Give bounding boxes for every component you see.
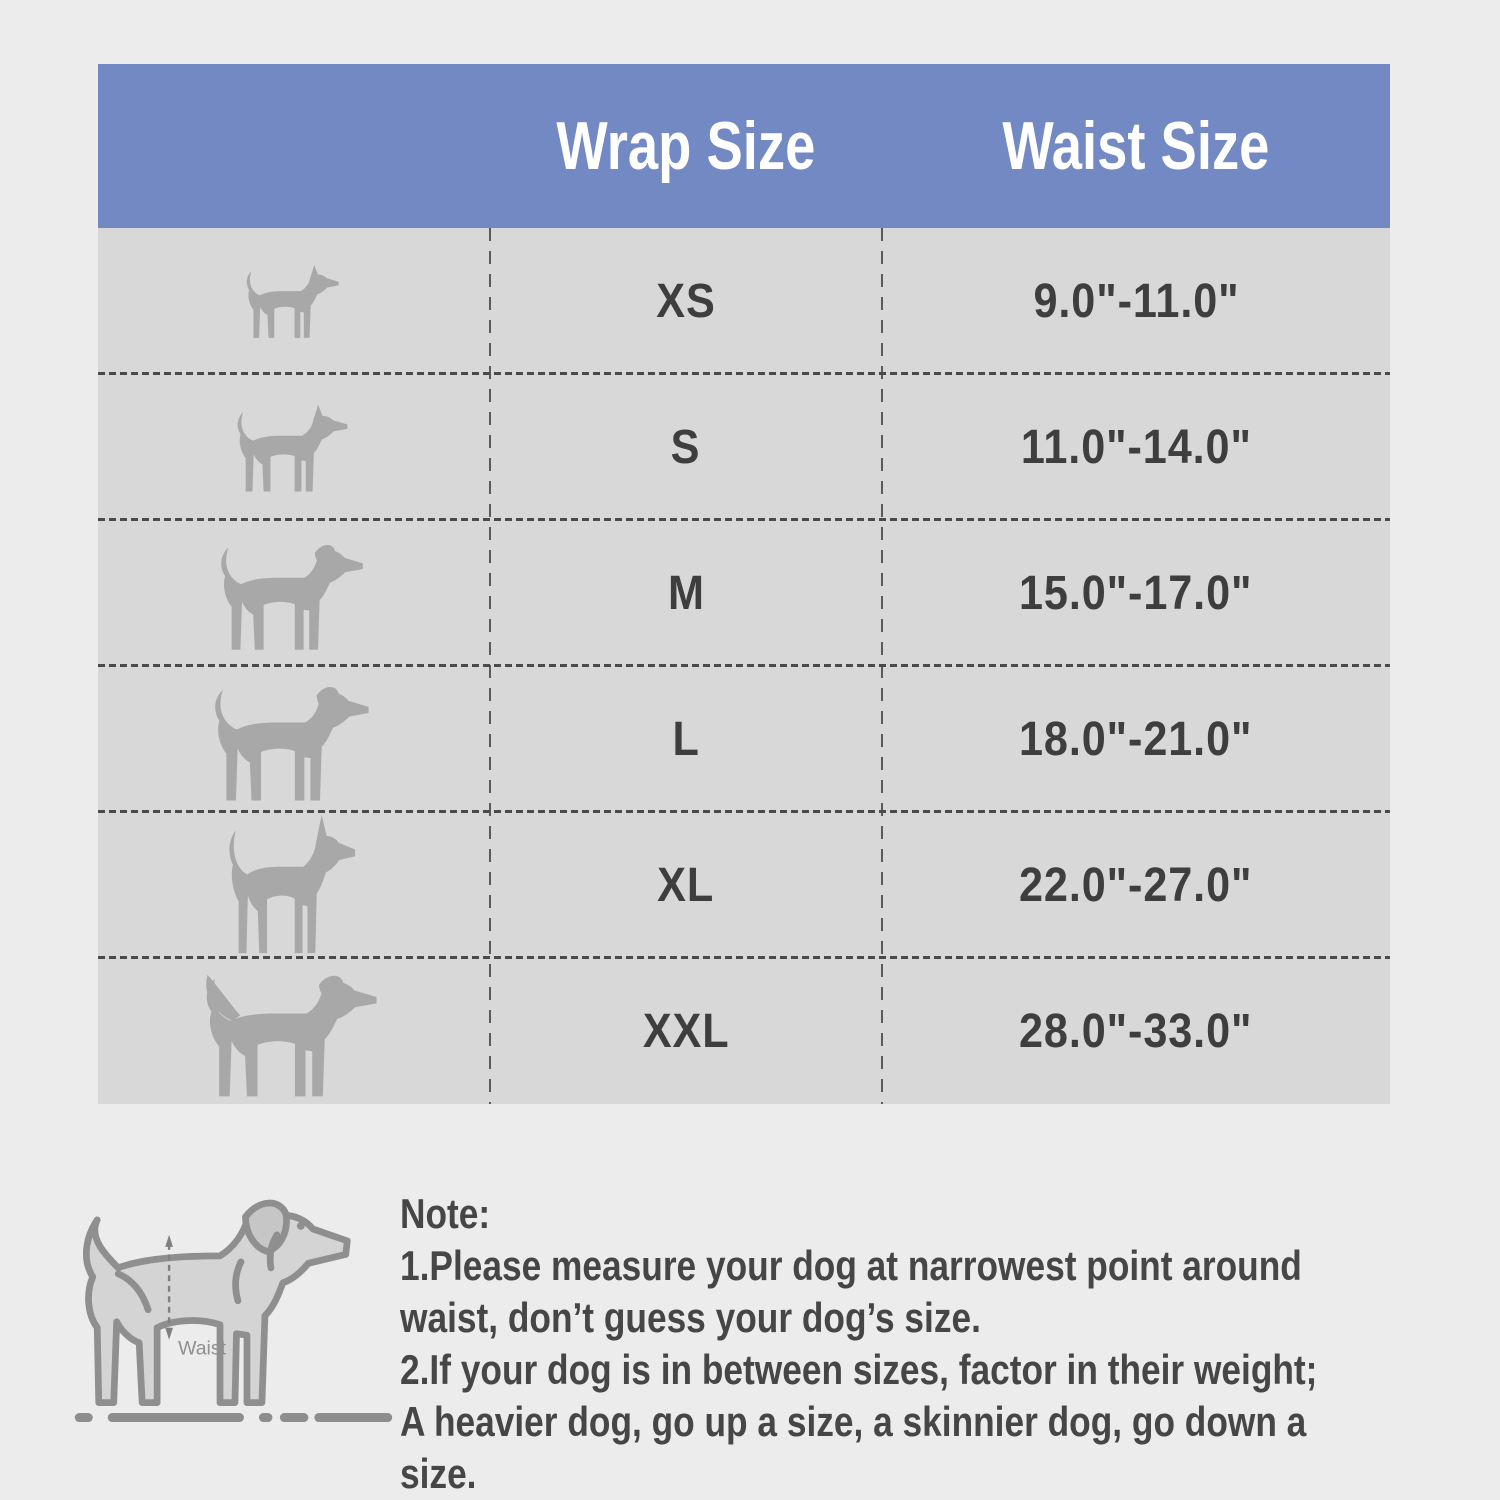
note-line: A heavier dog, go up a size, a skinnier dog, go down a size. bbox=[400, 1398, 1326, 1497]
waist-size-cell: 9.0"-11.0" bbox=[1032, 274, 1240, 328]
dog-outline bbox=[86, 1203, 347, 1403]
row-divider-dashed-line bbox=[98, 810, 1390, 813]
size-table bbox=[98, 64, 1390, 1104]
xs-dog-silhouette-icon bbox=[98, 228, 490, 374]
waist-size-cell: 15.0"-17.0" bbox=[1019, 566, 1253, 620]
row-divider-dashed-line bbox=[98, 956, 1390, 959]
waist-size-cell: 11.0"-14.0" bbox=[1020, 420, 1252, 474]
row-divider-dashed-line bbox=[98, 664, 1390, 667]
table-row bbox=[98, 374, 1390, 520]
table-row bbox=[98, 812, 1390, 958]
table-body bbox=[98, 228, 1390, 1104]
table-row bbox=[98, 520, 1390, 666]
note-line: 2.If your dog is in between sizes, factor in their weight; bbox=[400, 1346, 1318, 1393]
wrap-size-cell: XL bbox=[657, 858, 715, 912]
large-dog-silhouette-icon bbox=[98, 666, 490, 812]
wrap-size-cell: XXL bbox=[642, 1004, 730, 1058]
waist-label: Waist bbox=[178, 1337, 227, 1360]
wrap-size-column-header: Wrap Size bbox=[556, 108, 816, 184]
wrap-size-cell: L bbox=[672, 712, 700, 766]
waist-size-column-header: Waist Size bbox=[1002, 108, 1270, 184]
waist-size-cell: 22.0"-27.0" bbox=[1019, 858, 1253, 912]
note-line: waist, don’t guess your dog’s size. bbox=[400, 1294, 981, 1341]
waist-size-cell: 28.0"-33.0" bbox=[1019, 1004, 1253, 1058]
small-dog-silhouette-icon bbox=[98, 374, 490, 520]
wrap-size-cell: M bbox=[667, 566, 705, 620]
xl-dog-silhouette-icon bbox=[98, 812, 490, 958]
table-header-row bbox=[98, 64, 1390, 228]
row-divider-dashed-line bbox=[98, 372, 1390, 375]
table-row bbox=[98, 666, 1390, 812]
wrap-size-cell: S bbox=[671, 420, 701, 474]
xxl-dog-silhouette-icon bbox=[98, 958, 490, 1104]
wrap-size-cell: XS bbox=[656, 274, 716, 328]
row-divider-dashed-line bbox=[98, 518, 1390, 521]
dog-eye bbox=[297, 1222, 305, 1230]
note-title: Note: bbox=[400, 1190, 491, 1237]
waist-size-cell: 18.0"-21.0" bbox=[1019, 712, 1253, 766]
note-section bbox=[400, 1188, 1495, 1500]
dog-column-header bbox=[98, 137, 490, 155]
dog-measurement-diagram bbox=[52, 1178, 397, 1445]
note-line: 1.Please measure your dog at narrowest point around bbox=[400, 1242, 1302, 1289]
table-row bbox=[98, 958, 1390, 1104]
table-row bbox=[98, 228, 1390, 374]
medium-dog-silhouette-icon bbox=[98, 520, 490, 666]
